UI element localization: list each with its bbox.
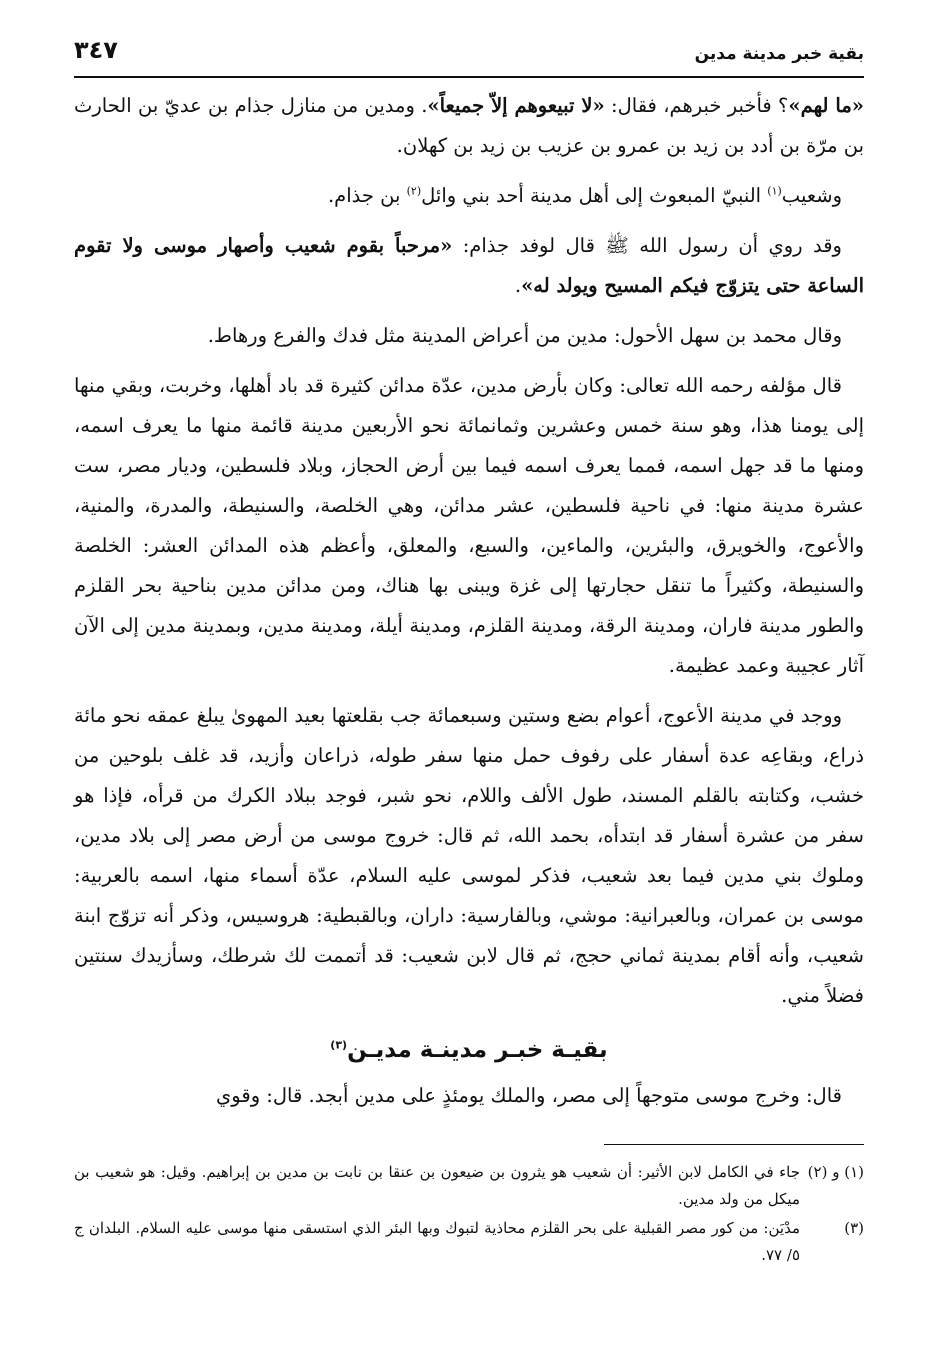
paragraph-3 — [74, 226, 864, 306]
paragraph-text: بن جذام. — [327, 184, 407, 207]
footnote-ref[interactable]: (١) — [767, 184, 782, 198]
paragraph-text: النبيّ المبعوث إلى أهل مدينة أحد بني وائل — [421, 184, 768, 207]
footnote-text: مدْيَن: من كور مصر القبلية على بحر القلزم محاذية لتبوك وبها البئر الذي استسقى منها موسى عليه السلام. البلدان ج ٥/ ٧٧. — [74, 1219, 800, 1264]
paragraph-text: ؟ فأخبر خبرهم، فقال: — [604, 94, 789, 117]
hadith-quote: «ما لهم» — [788, 94, 864, 117]
footnote-number: (١) و (٢) — [807, 1163, 864, 1181]
footnote-text: جاء في الكامل لابن الأثير: أن شعيب هو يثرون بن ضيعون بن عنقا بن نابت بن مدين بن إبراهيم. وقيل: هو شعيب بن ميكل من ولد مدين. — [74, 1163, 800, 1208]
paragraph-4: وقال محمد بن سهل الأحول: مدين من أعراض المدينة مثل فدك والفرع ورهاط. — [207, 324, 842, 347]
paragraph-text: وشعيب — [781, 184, 842, 207]
running-header-title: بقية خبر مدينة مدين — [694, 44, 864, 64]
paragraph-2 — [74, 176, 864, 216]
footnote-item — [74, 1215, 864, 1269]
section-title: بقيـة خبـر مدينـة مديـن — [347, 1037, 608, 1063]
footnote-item — [74, 1159, 864, 1213]
section-heading — [74, 1030, 864, 1070]
hadith-quote: «لا تبيعوهم إلاّ جميعاً» — [427, 94, 605, 117]
paragraph-text: . ومدين من منازل جذام بن عديّ بن الحارث بن مرّة بن أدد بن زيد بن عمرو بن عزيب بن زيد بن كهلان. — [74, 94, 864, 157]
page-number: ٣٤٧ — [74, 36, 118, 64]
paragraph-text: . — [514, 274, 522, 297]
paragraph-text: وقد روي أن رسول الله ﷺ قال لوفد جذام: — [452, 234, 842, 257]
running-header — [74, 30, 864, 78]
paragraph-1 — [74, 86, 864, 166]
paragraph-6: ووجد في مدينة الأعوج، أعوام بضع وستين وسبعمائة جب بقلعتها بعيد المهوىٰ يبلغ عمقه نحو مائة ذراع، وبقاعِه عدة أسفار على رفوف حمل منها سفر طوله، ذراعان وأزيد، قد غلف بلوحين من خشب، وكتابته بالقلم المسند، طول الألف واللام، نحو شبر، فوجد ببلاد الكرك من قرأه، فإذا هو سفر من عشرة أسفار قد ابتدأه، بحمد الله، ثم قال: خروج موسى من أرض مصر إلى بلاد مدين، وملوك بني مدين فيما بعد شعيب، فذكر لموسى عليه السلام، عدّة أسماء منها، اسمه بالعربية: موسى بن عمران، وبالعبرانية: موشي، وبالفارسية: داران، وبالقبطية: هروسيس، وذكر أنه تزوّج ابنة شعيب، وأنه أقام بمدينة ثماني حجج، ثم قال لابن شعيب: قد أتممت لك شرطك، وسأزيدك سنتين فضلاً مني. — [74, 704, 864, 1007]
footnote-ref[interactable]: (٢) — [406, 184, 422, 198]
paragraph-5: قال مؤلفه رحمه الله تعالى: وكان بأرض مدين، عدّة مدائن كثيرة قد باد أهلها، وخربت، وبقي منها إلى يومنا هذا، وهو سنة خمس وعشرين وثمانمائة نحو الأربعين مدينة قائمة منها ما يعرف اسمه، ومنها ما قد جهل اسمه، فمما يعرف اسمه فيما بين أرض الحجاز، وبلاد فلسطين، وديار مصر، ست عشرة مدينة منها: في ناحية فلسطين، عشر مدائن، وهي الخلصة، والسنيطة، والمدرة، والمنية، والأعوج، والخويرق، والبئرين، والماءين، والسبع، والمعلق، وأعظم هذه المدائن العشر: الخلصة والسنيطة، وكثيراً ما تنقل حجارتها إلى غزة ويبنى بها هناك، ومن مدائن مدين بناحية بحر القلزم والطور مدينة فاران، ومدينة الرقة، ومدينة القلزم، ومدينة أيلة، ومدينة مدين، وبمدينة مدين إلى الآن آثار عجيبة وعمد عظيمة. — [74, 374, 864, 677]
paragraph-7: قال: وخرج موسى متوجهاً إلى مصر، والملك يومئذٍ على مدين أبجد. قال: وقوي — [216, 1084, 842, 1107]
book-page — [74, 30, 864, 1330]
footnote-divider — [604, 1144, 864, 1145]
footnote-ref[interactable]: (٣) — [330, 1038, 348, 1052]
hadith-quote: «مرحباً بقوم شعيب وأصهار موسى ولا تقوم الساعة حتى يتزوّج فيكم المسيح ويولد له» — [74, 234, 864, 297]
footnotes — [74, 1159, 864, 1269]
main-text — [74, 86, 864, 1116]
footnote-number: (٣) — [844, 1219, 864, 1237]
